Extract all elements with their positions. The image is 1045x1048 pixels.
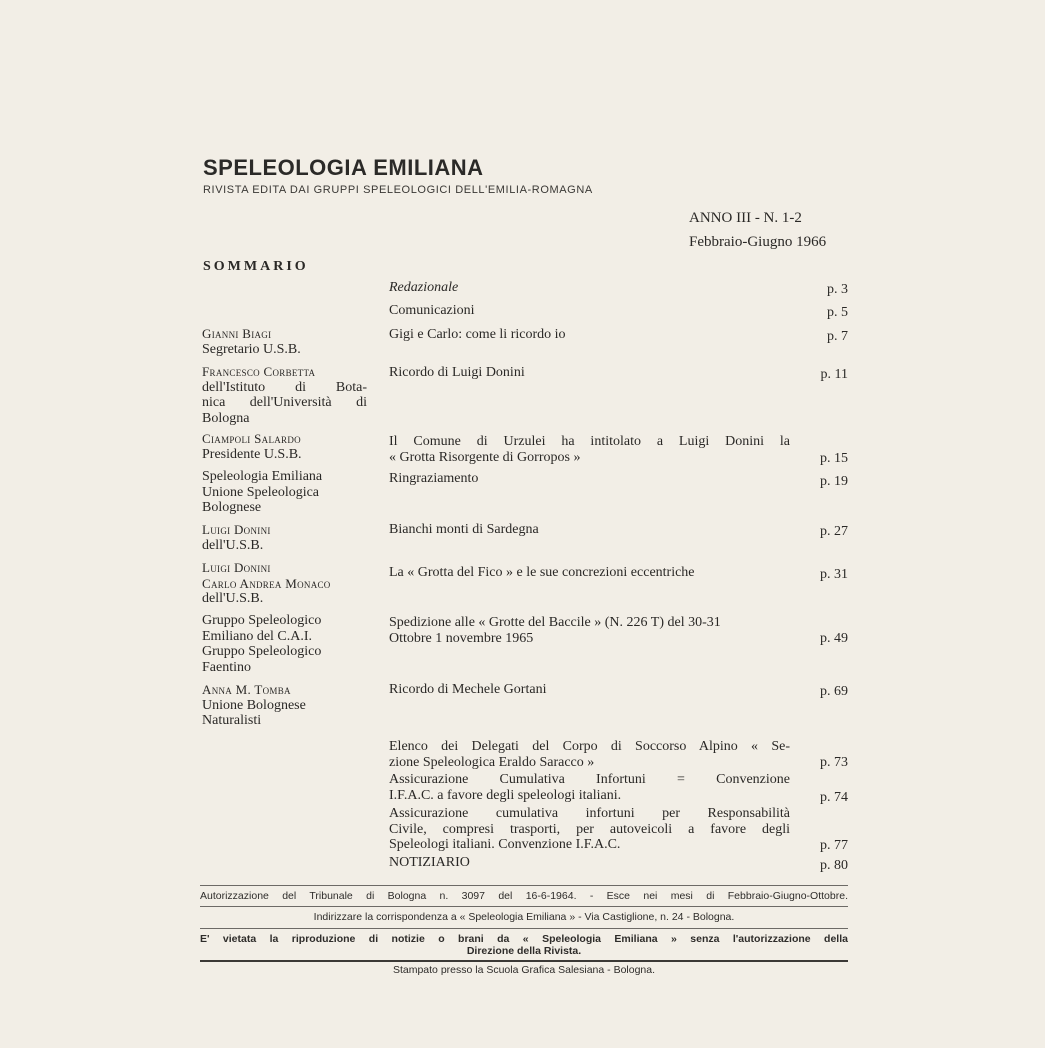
toc-item-title [389,739,790,770]
author-affiliation: Presidente U.S.B. [202,446,302,462]
issue-number: ANNO III - N. 1-2 [689,210,802,226]
author-name: Anna M. Tomba [202,682,291,697]
author-affiliation: Segretario U.S.B. [202,341,301,357]
toc-item-page: p. 49 [820,631,848,646]
journal-title: SPELEOLOGIA EMILIANA [203,155,484,180]
toc-item-title: Gigi e Carlo: come li ricordo io [389,327,566,342]
author-block [202,326,367,357]
toc-item-page: p. 19 [820,474,848,489]
toc-item-line: zione Speleologica Eraldo Saracco » [389,754,595,770]
toc-item-page: p. 69 [820,684,848,699]
author-block [202,522,367,553]
toc-item-line: Elenco dei Delegati del Corpo di Soccorso Alpino « Se- [389,739,790,754]
author-name: Gruppo Speleologico [202,613,322,628]
toc-item-page: p. 27 [820,524,848,539]
author-block [202,364,367,426]
issue-date: Febbraio-Giugno 1966 [689,234,827,250]
divider [200,928,848,929]
printer-note: Stampato presso la Scuola Grafica Salesiana - Bologna. [392,964,656,976]
author-name: Emiliano del C.A.I. [202,628,313,644]
divider [200,885,848,886]
toc-item-title [389,806,790,853]
toc-item-line: Civile, compresi trasporti, per autoveicoli a favore degli [389,821,790,837]
toc-item-page: p. 3 [827,282,848,297]
author-affiliation: dell'Istituto di Bota- [202,379,367,395]
toc-item-title: Bianchi monti di Sardegna [389,522,539,537]
toc-item-line: Assicurazione cumulativa infortuni per Responsabilità [389,806,790,821]
toc-item-title: Ricordo di Luigi Donini [389,365,525,380]
toc-item-title: Redazionale [389,280,459,295]
sommario-heading: SOMMARIO [203,259,309,274]
author-block [202,560,367,607]
author-block [202,431,367,462]
copyright-line: E' vietata la riproduzione di notizie o brani da « Speleologia Emiliana » senza l'autorizzazione della [200,933,848,945]
toc-item-line: Il Comune di Urzulei ha intitolato a Luigi Donini la [389,434,790,449]
author-name: Ciampoli Salardo [202,431,301,446]
copyright-line: Direzione della Rivista. [466,945,582,957]
author-affiliation: Naturalisti [202,713,262,728]
divider [200,906,848,907]
copyright-notice [200,933,848,957]
author-name: Speleologia Emiliana [202,469,323,484]
toc-item-line: Spedizione alle « Grotte del Baccile » (N. 226 T) del 30-31 [389,615,721,630]
author-block [202,682,367,729]
author-block [202,469,367,516]
author-name: Luigi Donini [202,522,271,537]
toc-item-page: p. 11 [820,367,848,382]
address-note: Indirizzare la corrispondenza a « Speleologia Emiliana » - Via Castiglione, n. 24 - Bologna. [313,911,735,923]
issue-info [689,206,826,254]
author-affiliation: Bologna [202,410,250,426]
toc-item-title: Ricordo di Mechele Gortani [389,682,547,697]
toc-item-page: p. 77 [820,838,848,853]
author-name: Carlo Andrea Monaco [202,575,331,591]
author-affiliation: nica dell'Università di [202,395,367,410]
author-name: Luigi Donini [202,560,271,575]
toc-item-page: p. 15 [820,451,848,466]
toc-item-page: p. 7 [827,329,848,344]
toc-item-line: I.F.A.C. a favore degli speleologi italiani. [389,787,622,803]
author-name: Faentino [202,659,251,675]
toc-item-title [389,772,790,803]
toc-item-title: La « Grotta del Fico » e le sue concrezioni eccentriche [389,565,695,580]
toc-item-page: p. 74 [820,790,848,805]
toc-item-title: Comunicazioni [389,303,475,318]
author-affiliation: Unione Bolognese [202,697,306,713]
toc-item-line: Ottobre 1 novembre 1965 [389,630,534,646]
author-affiliation: Unione Speleologica [202,484,320,500]
toc-item-page: p. 80 [820,858,848,873]
toc-item-title: NOTIZIARIO [389,855,470,870]
author-name: Gianni Biagi [202,326,272,341]
author-block [202,613,367,675]
toc-item-title [389,615,790,646]
toc-item-page: p. 73 [820,755,848,770]
toc-item-title: Ringraziamento [389,471,479,486]
author-affiliation: dell'U.S.B. [202,591,264,606]
journal-subtitle: RIVISTA EDITA DAI GRUPPI SPELEOLOGICI DELL'EMILIA-ROMAGNA [203,184,593,196]
toc-item-line: Speleologi italiani. Convenzione I.F.A.C. [389,837,621,852]
author-name: Gruppo Speleologico [202,644,322,659]
author-affiliation: Bolognese [202,500,262,515]
authorization-note: Autorizzazione del Tribunale di Bologna n. 3097 del 16-6-1964. - Esce nei mesi di Febbraio-Giugno-Ottobre. [200,890,848,902]
toc-item-line: Assicurazione Cumulativa Infortuni = Convenzione [389,772,790,787]
toc-item-page: p. 31 [820,567,848,582]
author-affiliation: dell'U.S.B. [202,537,264,553]
divider [200,960,848,962]
toc-item-page: p. 5 [827,305,848,320]
toc-item-line: « Grotta Risorgente di Gorropos » [389,449,581,465]
toc-item-title [389,434,790,465]
author-name: Francesco Corbetta [202,364,316,379]
